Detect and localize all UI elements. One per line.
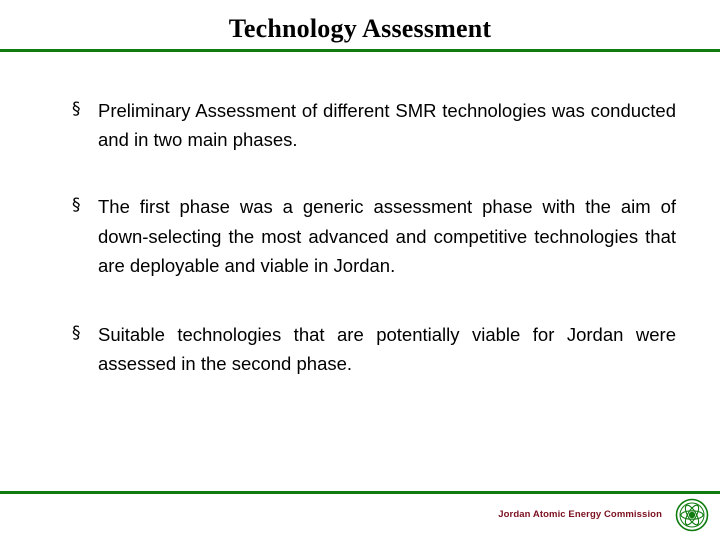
list-item [72, 320, 676, 378]
jaec-seal-logo [672, 498, 712, 532]
list-item-text: Suitable technologies that are potentially viable for Jordan were assessed in the second phase. [98, 324, 676, 375]
title-divider [0, 49, 720, 52]
section-marker-icon: § [72, 195, 81, 216]
list-item-text: Preliminary Assessment of different SMR technologies was conducted and in two main phases. [98, 100, 676, 151]
footer-organization: Jordan Atomic Energy Commission [498, 509, 662, 520]
section-marker-icon: § [72, 99, 81, 119]
slide-body [72, 96, 676, 379]
list-item-text: The first phase was a generic assessment phase with the aim of down-selecting the most advanced and competitive technologies that are deployable and viable in Jordan. [98, 196, 676, 276]
list-item [72, 96, 676, 154]
section-marker-icon: § [72, 323, 81, 344]
page-title: Technology Assessment [228, 14, 492, 43]
list-item [72, 192, 676, 280]
footer-divider [0, 491, 720, 494]
